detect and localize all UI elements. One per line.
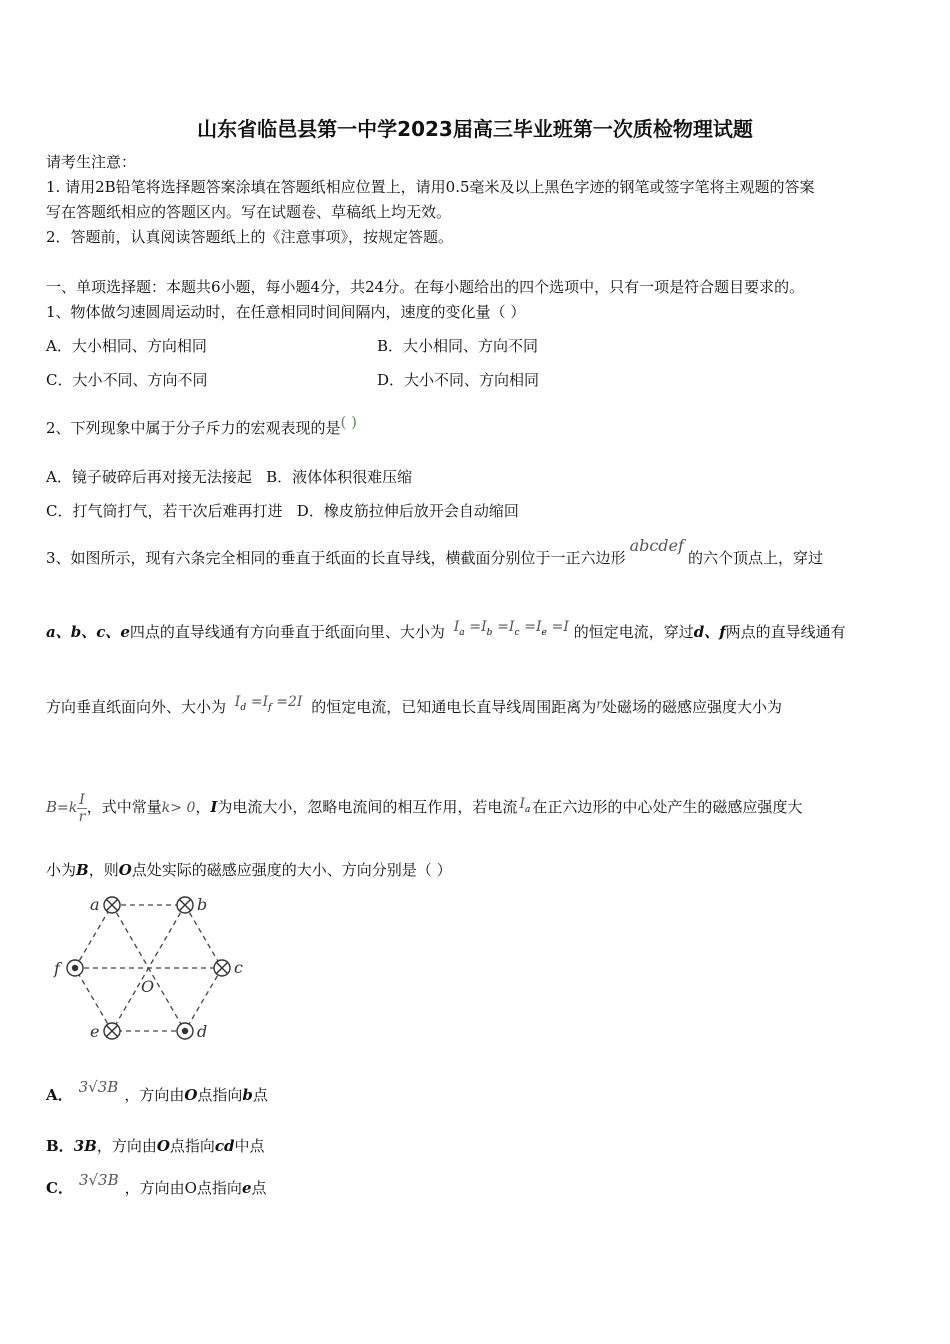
label-b: b (197, 895, 208, 914)
option-var: O (156, 1137, 170, 1155)
question-3-line-4 (46, 787, 802, 827)
q3-text: 的恒定电流，已知通电长直导线周围距离为 (311, 698, 597, 716)
option-value: 3B (73, 1137, 97, 1155)
hexagon-figure (46, 890, 256, 1050)
label-c: c (234, 958, 243, 977)
math-sub: f (268, 703, 272, 713)
q3-text: 点处实际的磁感应强度的大小、方向分别是（ ） (131, 861, 452, 879)
question-1-option-a[interactable]: A．大小相同、方向相同 (46, 337, 207, 355)
math-I: I (563, 619, 569, 635)
q3-text: ，式中常量 (86, 798, 162, 816)
label-e: e (90, 1022, 100, 1041)
q3-var-B: B (76, 861, 89, 879)
option-label: A． (46, 1086, 73, 1104)
q3-text: 在正六边形的中心处产生的磁感应强度大 (532, 798, 803, 816)
question-3-option-c[interactable] (46, 1173, 267, 1203)
wire-b-into-page-icon (177, 897, 193, 913)
hexagon-label: abcdef (629, 536, 684, 555)
question-2-option-b[interactable]: B．液体体积很难压缩 (266, 468, 413, 486)
q3-text: 的六个顶点上，穿过 (687, 549, 823, 567)
option-text: ，方向由 (124, 1086, 185, 1104)
q3-text: 两点的直导线通有 (725, 623, 846, 641)
wire-c-into-page-icon (214, 960, 230, 976)
question-3-line-2 (46, 619, 846, 649)
math-sub: a (459, 628, 465, 638)
question-2-option-a[interactable]: A．镜子破碎后再对接无法接起 (46, 468, 252, 486)
math-I: I (481, 619, 487, 635)
math-eq: = (469, 619, 482, 635)
math-I: I (519, 796, 525, 812)
q3-points: d、f (693, 623, 726, 641)
math-sub: b (486, 628, 493, 638)
question-3-option-b[interactable] (46, 1136, 265, 1156)
option-text: ，方向由 (96, 1137, 157, 1155)
option-label: C． (46, 1179, 73, 1197)
question-1-option-d[interactable]: D．大小不同、方向相同 (377, 371, 540, 389)
option-label: B． (46, 1137, 74, 1155)
question-3-line-3 (46, 694, 782, 724)
q3-var-I: I (210, 798, 218, 816)
math-I: I (508, 619, 515, 635)
q3-text: ， (195, 798, 211, 816)
math-3sqrt3B: 3√3B (78, 1171, 119, 1189)
math-3sqrt3B: 3√3B (78, 1078, 119, 1096)
wire-d-out-of-page-icon (177, 1023, 193, 1039)
math-I: I (536, 619, 542, 635)
math-B: B (46, 798, 58, 816)
question-3-line-1 (46, 536, 823, 568)
option-text: 中点 (234, 1137, 265, 1155)
option-var: cd (214, 1137, 235, 1155)
notice-heading: 请考生注意： (46, 153, 137, 171)
math-sub: a (524, 805, 531, 815)
notice-item-1-line-1: 1. 请用2B铅笔将选择题答案涂填在答题纸相应位置上，请用0.5毫米及以上黑色字迹的钢笔或签字笔将主观题的答案 (46, 178, 815, 196)
option-text: 点指向 (197, 1086, 243, 1104)
option-var: b (242, 1086, 253, 1104)
math-value: 2I (288, 694, 303, 710)
math-I: I (453, 619, 460, 635)
current-equation-2 (234, 692, 307, 713)
question-1-option-c[interactable]: C．大小不同、方向不同 (46, 371, 208, 389)
math-eq: = (250, 694, 263, 710)
math-eq: = (57, 800, 69, 816)
option-text: 点指向 (169, 1137, 215, 1155)
q3-points: a、b、c、e (46, 623, 130, 641)
option-var: e (241, 1179, 252, 1197)
q3-var-O: O (118, 861, 132, 879)
fraction-numerator: I (79, 791, 85, 808)
section-heading: 一、单项选择题：本题共6小题，每小题4分，共24分。在每小题给出的四个选项中，只有一项是符合题目要求的。 (46, 278, 805, 296)
question-2-options-row-2 (46, 501, 519, 521)
question-2-option-c[interactable]: C．打气筒打气，若干次后难再打进 (46, 502, 283, 520)
math-sub: c (514, 628, 520, 638)
q3-text: 四点的直导线通有方向垂直于纸面向里、大小为 (129, 623, 445, 641)
math-sub: d (240, 703, 247, 713)
math-Ia (519, 794, 531, 815)
notice-item-1-line-2: 写在答题纸相应的答题区内。写在试题卷、草稿纸上均无效。 (46, 203, 452, 221)
math-eq: = (551, 619, 564, 635)
question-3-line-5 (46, 860, 452, 880)
q3-text: 方向垂直纸面向外、大小为 (46, 698, 227, 716)
question-2-option-d[interactable]: D．橡皮筋拉伸后放开会自动缩回 (296, 502, 519, 520)
option-text: 点 (251, 1179, 267, 1197)
question-2-paren: ( ) (340, 413, 358, 431)
question-2-stem (46, 413, 358, 438)
question-1-stem: 1、物体做匀速圆周运动时，在任意相同时间间隔内，速度的变化量（ ） (46, 303, 526, 321)
q3-text: 3、如图所示，现有六条完全相同的垂直于纸面的长直导线，横截面分别位于一正六边形 (46, 549, 626, 567)
q3-text: 的恒定电流，穿过 (573, 623, 694, 641)
option-text: 点 (252, 1086, 268, 1104)
question-1-option-b[interactable]: B．大小相同、方向不同 (377, 337, 539, 355)
option-text: ，方向由O点指向 (124, 1179, 242, 1197)
math-eq: = (524, 619, 537, 635)
math-r: r (596, 697, 602, 711)
q3-text: ，则 (88, 861, 119, 879)
notice-item-2: 2．答题前，认真阅读答题纸上的《注意事项》，按规定答题。 (46, 228, 454, 246)
current-equation-1 (453, 617, 574, 638)
wire-f-out-of-page-icon (67, 960, 83, 976)
math-k: k (68, 800, 78, 816)
math-I: I (234, 694, 241, 710)
math-gt-zero: > 0 (170, 800, 196, 816)
question-3-option-a[interactable] (46, 1080, 268, 1110)
math-eq: = (497, 619, 509, 635)
q3-text: 为电流大小，忽略电流间的相互作用，若电流 (217, 798, 518, 816)
label-a: a (90, 895, 100, 914)
wire-a-into-page-icon (104, 897, 120, 913)
math-sub: e (541, 628, 547, 638)
q3-text: 小为 (46, 861, 77, 879)
wire-e-into-page-icon (104, 1023, 120, 1039)
math-k: k (161, 800, 171, 816)
label-f: f (54, 959, 60, 978)
question-2-options-row-1 (46, 467, 412, 487)
math-I: I (262, 694, 269, 710)
label-d: d (197, 1022, 208, 1041)
fraction-denominator: r (78, 808, 86, 825)
q3-text: 处磁场的磁感应强度大小为 (601, 698, 782, 716)
fraction-I-over-r (77, 792, 87, 825)
label-O: O (141, 977, 155, 996)
option-var: O (184, 1086, 198, 1104)
question-2-stem-text: 2、下列现象中属于分子斥力的宏观表现的是 (46, 419, 341, 437)
math-eq: = (276, 694, 288, 710)
page-title: 山东省临邑县第一中学2023届高三毕业班第一次质检物理试题 (197, 117, 753, 141)
hexagon-dashed-lines (75, 905, 222, 1031)
